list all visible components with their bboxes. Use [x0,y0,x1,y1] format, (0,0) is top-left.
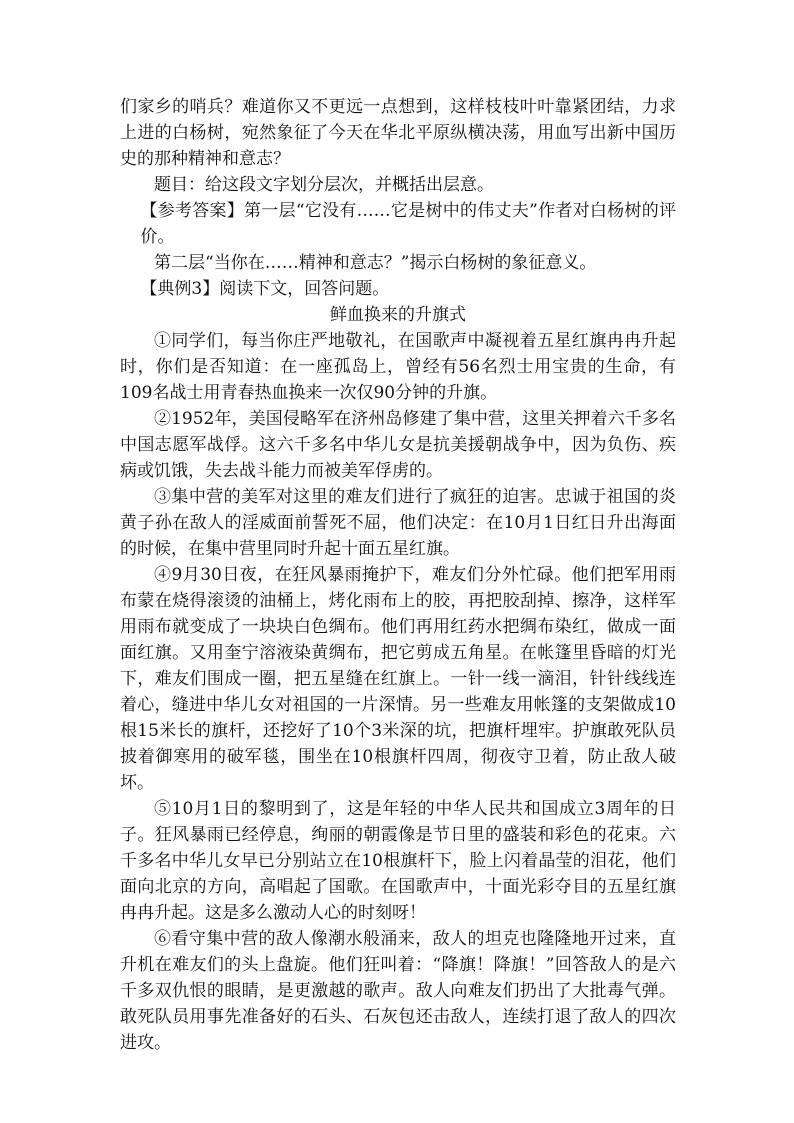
intro-continuation: 们家乡的哨兵？难道你又不更远一点想到，这样枝枝叶叶靠紧团结，力求上进的白杨树，宛然象征了今天在华北平原纵横决荡，用血写出新中国历史的那种精神和意志？ [120,97,676,169]
document-page [120,94,676,1056]
answer-layer-two: 第二层“当你在……精神和意志？”揭示白杨树的象征意义。 [154,253,597,273]
answer-layer-one: 【参考答案】第一层“它没有……它是树中的伟丈夫”作者对白杨树的评价。 [140,201,676,247]
question-text: 题目：给这段文字划分层次，并概括出层意。 [154,175,494,195]
article-paragraph-2: ②1952年，美国侵略军在济州岛修建了集中营，这里关押着六千多名中国志愿军战俘。这六千多名中华儿女是抗美援朝战争中，因为负伤、疾病或饥饿，失去战斗能力而被美军俘虏的。 [120,409,676,481]
article-paragraph-3: ③集中营的美军对这里的难友们进行了疯狂的迫害。忠诚于祖国的炎黄子孙在敌人的淫威面前誓死不屈，他们决定：在10月1日红日升出海面的时候，在集中营里同时升起十面五星红旗。 [120,487,676,559]
article-paragraph-6: ⑥看守集中营的敌人像潮水般涌来，敌人的坦克也隆隆地开过来，直升机在难友们的头上盘旋。他们狂叫着：“降旗！降旗！”回答敌人的是六千多双仇恨的眼睛，是更激越的歌声。敌人向难友们扔出了大批毒气弹。敢死队员用事先准备好的石头、石灰包还击敌人，连续打退了敌人的四次进攻。 [120,929,676,1053]
article-title: 鲜血换来的升旗式 [330,305,466,325]
example-three-heading: 【典例3】阅读下文，回答问题。 [140,279,390,299]
article-paragraph-4: ④9月30日夜，在狂风暴雨掩护下，难友们分外忙碌。他们把军用雨布蒙在烧得滚烫的油桶上，烤化雨布上的胶，再把胶刮掉、擦净，这样军用雨布就变成了一块块白色绸布。他们再用红药水把绸布染红，做成一面面红旗。又用奎宁溶液染黄绸布，把它剪成五角星。在帐篷里昏暗的灯光下，难友们围成一圈，把五星缝在红旗上。一针一线一滴泪，针针线线连着心，缝进中华儿女对祖国的一片深情。另一些难友用帐篷的支架做成10根15米长的旗杆，还挖好了10个3米深的坑，把旗杆埋牢。护旗敢死队员披着御寒用的破军毯，围坐在10根旗杆四周，彻夜守卫着，防止敌人破坏。 [120,565,676,793]
article-paragraph-1: ①同学们，每当你庄严地敬礼，在国歌声中凝视着五星红旗冉冉升起时，你们是否知道：在一座孤岛上，曾经有56名烈士用宝贵的生命，有109名战士用青春热血换来一次仅90分钟的升旗。 [120,331,676,403]
article-paragraph-5: ⑤10月1日的黎明到了，这是年轻的中华人民共和国成立3周年的日子。狂风暴雨已经停息，绚丽的朝霞像是节日里的盛装和彩色的花束。六千多名中华儿女早已分别站立在10根旗杆下，脸上闪着晶莹的泪花，他们面向北京的方向，高唱起了国歌。在国歌声中，十面光彩夺目的五星红旗冉冉升起。这是多么激动人心的时刻呀！ [120,799,676,923]
